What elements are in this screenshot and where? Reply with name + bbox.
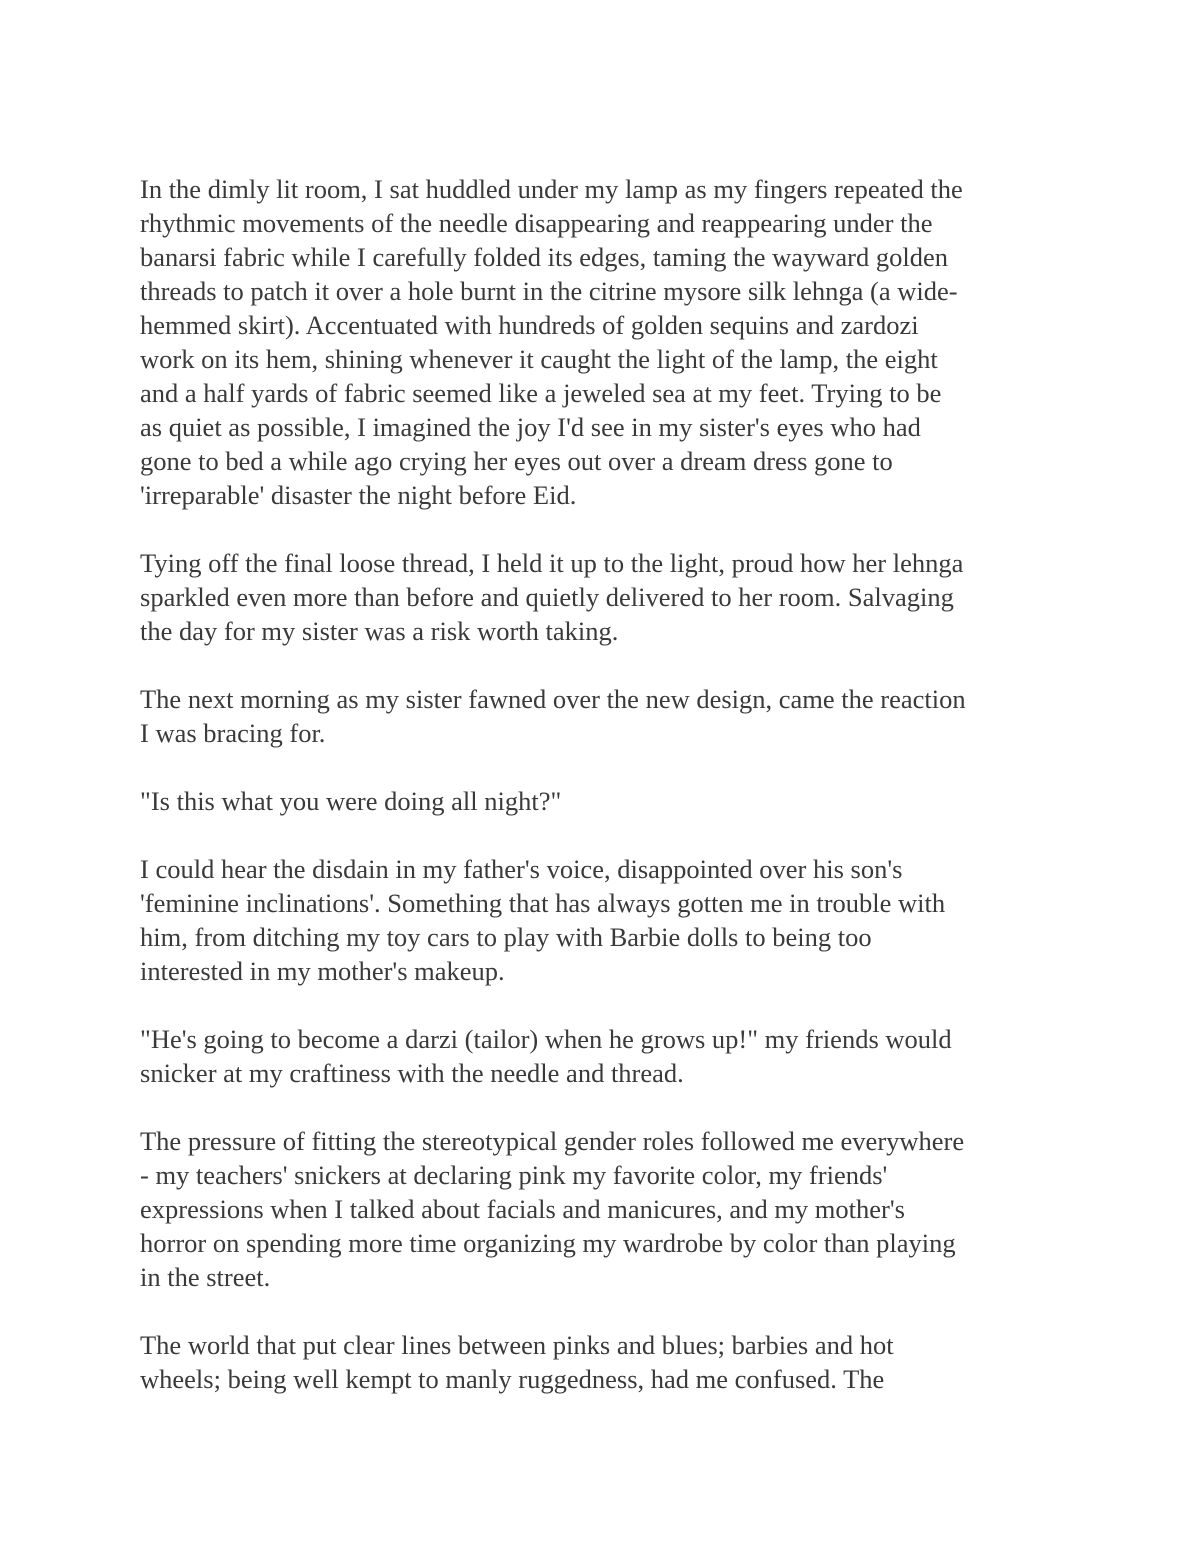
text-line: hemmed skirt). Accentuated with hundreds of golden sequins and zardozi bbox=[140, 310, 919, 340]
text-line: The pressure of fitting the stereotypical gender roles followed me everywhere bbox=[140, 1126, 965, 1156]
text-line: work on its hem, shining whenever it caught the light of the lamp, the eight bbox=[140, 344, 938, 374]
paragraph-4 bbox=[140, 784, 1065, 818]
paragraph-7 bbox=[140, 1124, 1065, 1294]
text-line: and a half yards of fabric seemed like a jeweled sea at my feet. Trying to be bbox=[140, 378, 942, 408]
text-line: him, from ditching my toy cars to play with Barbie dolls to being too bbox=[140, 922, 872, 952]
text-line: I could hear the disdain in my father's voice, disappointed over his son's bbox=[140, 854, 903, 884]
text-line: 'irreparable' disaster the night before Eid. bbox=[140, 480, 577, 510]
text-line: I was bracing for. bbox=[140, 718, 326, 748]
text-line: interested in my mother's makeup. bbox=[140, 956, 505, 986]
document-body bbox=[140, 172, 1065, 1430]
paragraph-5 bbox=[140, 852, 1065, 988]
paragraph-1 bbox=[140, 172, 1065, 512]
text-line: Tying off the final loose thread, I held it up to the light, proud how her lehnga bbox=[140, 548, 964, 578]
text-line: In the dimly lit room, I sat huddled under my lamp as my fingers repeated the bbox=[140, 174, 963, 204]
text-line: in the street. bbox=[140, 1262, 271, 1292]
text-line: The next morning as my sister fawned over the new design, came the reaction bbox=[140, 684, 966, 714]
text-line: sparkled even more than before and quietly delivered to her room. Salvaging bbox=[140, 582, 954, 612]
text-line: wheels; being well kempt to manly ruggedness, had me confused. The bbox=[140, 1364, 885, 1394]
text-line: gone to bed a while ago crying her eyes out over a dream dress gone to bbox=[140, 446, 893, 476]
paragraph-2 bbox=[140, 546, 1065, 648]
paragraph-6 bbox=[140, 1022, 1065, 1090]
text-line: - my teachers' snickers at declaring pink my favorite color, my friends' bbox=[140, 1160, 888, 1190]
text-line: 'feminine inclinations'. Something that has always gotten me in trouble with bbox=[140, 888, 946, 918]
text-line: as quiet as possible, I imagined the joy I'd see in my sister's eyes who had bbox=[140, 412, 921, 442]
paragraph-3 bbox=[140, 682, 1065, 750]
text-line: horror on spending more time organizing my wardrobe by color than playing bbox=[140, 1228, 956, 1258]
text-line: "Is this what you were doing all night?" bbox=[140, 786, 562, 816]
paragraph-8 bbox=[140, 1328, 1065, 1396]
text-line: rhythmic movements of the needle disappearing and reappearing under the bbox=[140, 208, 933, 238]
text-line: the day for my sister was a risk worth taking. bbox=[140, 616, 619, 646]
text-line: banarsi fabric while I carefully folded its edges, taming the wayward golden bbox=[140, 242, 948, 272]
text-line: The world that put clear lines between pinks and blues; barbies and hot bbox=[140, 1330, 894, 1360]
text-line: snicker at my craftiness with the needle and thread. bbox=[140, 1058, 684, 1088]
text-line: threads to patch it over a hole burnt in the citrine mysore silk lehnga (a wide- bbox=[140, 276, 958, 306]
text-line: "He's going to become a darzi (tailor) when he grows up!" my friends would bbox=[140, 1024, 952, 1054]
text-line: expressions when I talked about facials and manicures, and my mother's bbox=[140, 1194, 905, 1224]
